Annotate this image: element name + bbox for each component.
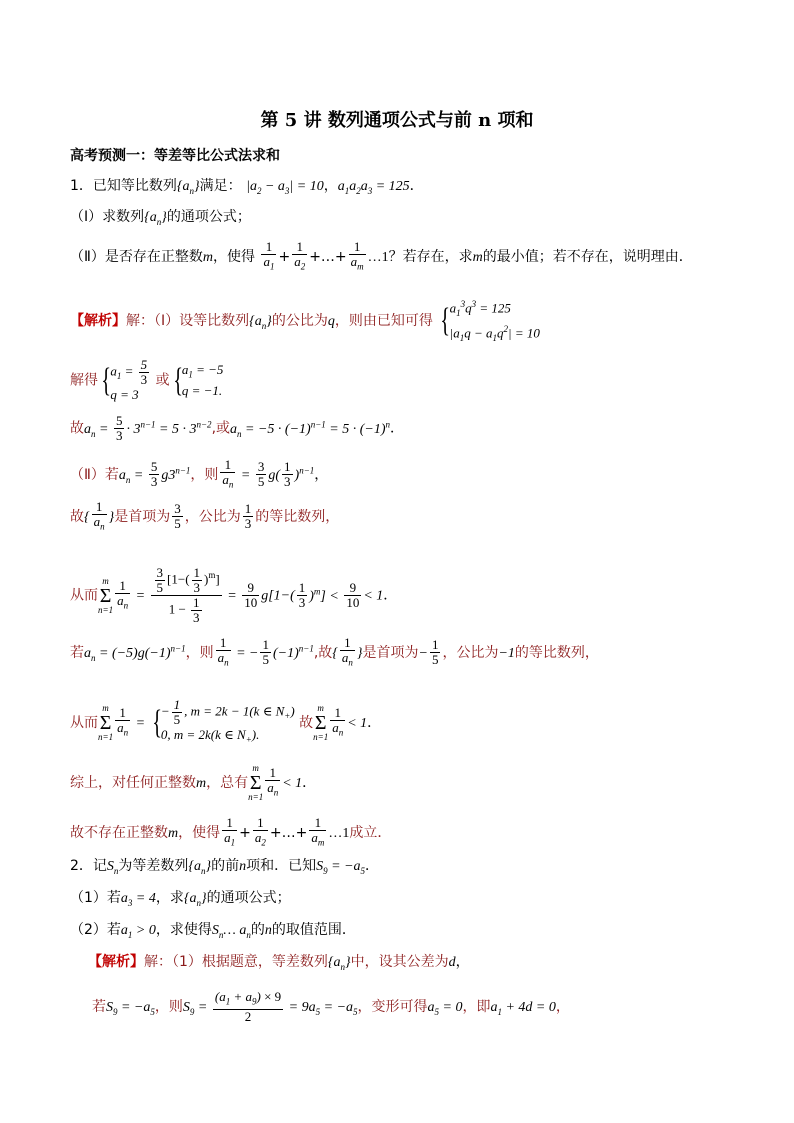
sol1-line6: 从而m Σ n=1 $\frac{1}{a_n}$ = $\frac{3}{5}$ [1−( $\frac{1}{3}$ )$^m$] 1 − $\frac{1}{3}$ = $\frac{9}{10}$ g[1−( $\frac{1}{3}$ )$^m$] < $\frac{9}{10}$ < 1． — [70, 565, 398, 625]
sol1-line5: 故{ $\frac{1}{a_n}$ }是首项为 $\frac{3}{5}$ ，公比为 $\frac{1}{3}$ 的等比数列， — [70, 499, 340, 532]
sol1-line7: 若$a_n = (-5)g(-1)^{n-1}$，则 $\frac{1}{a_n}$ = − $\frac{1}{5}$ $(-1)^{n-1}$,故{ $\frac{1}{a_n}$ }是首项为− $\frac{1}{5}$ ，公比为−1的等比数列， — [70, 635, 599, 668]
sol1-line1: 【解析】解：（Ⅰ）设等比数列$\{a_n\}$的公比为q，则由已知可得 { $a_1^3q^3 = 125$ $|a_1q - a_1q^2| = 10$ — [70, 299, 540, 343]
sol1-line2: 解得{ $a_1$ = $\frac{5}{3}$ q = 3 或{ $a_1 = -5$ q = −1. — [70, 357, 224, 402]
section-heading: 高考预测一：等差等比公式法求和 — [70, 148, 280, 164]
sol1-line3: 故$a_n$ = $\frac{5}{3}$ · $3^{n-1} = 5 \cdot 3^{n-2}$,或$a_n = -5 \cdot (-1)^{n-1} = 5 \cdot (-1)^n$． — [70, 413, 404, 444]
q2-part2: （2）若$a_1 > 0$，求使得$S_n\dots$ $a_n$的n的取值范围． — [70, 922, 356, 940]
q1-stem: 1．已知等比数列$\{a_n\}$满足： $|a_2 - a_3| = 10$，$a_1a_2a_3 = 125$． — [70, 178, 424, 196]
q2-part1: （1）若$a_3 = 4$，求$\{a_n\}$的通项公式； — [70, 890, 291, 908]
sol1-line8: 从而m Σ n=1 $\frac{1}{a_n}$ = { − $\frac{1}{5}$ , m = 2k − 1(k ∈ $N_+$) 0, m = 2k(k ∈ $N_+$). 故m Σ n=1 $\frac{1}{a_n}$ < 1． — [70, 697, 382, 745]
q1-part1: （Ⅰ）求数列$\{a_n\}$的通项公式； — [70, 209, 251, 227]
sol1-line9: 综上，对任何正整数m，总有m Σ n=1 $\frac{1}{a_n}$ < 1． — [70, 763, 317, 802]
sol1-line4: （Ⅱ）若$a_n$ = $\frac{5}{3}$ $g3^{n-1}$，则 $\frac{1}{a_n}$ = $\frac{3}{5}$ g( $\frac{1}{3}$ )$^{n-1}$， — [70, 457, 329, 490]
sol2-line1: 【解析】解：（1）根据题意，等差数列$\{a_n\}$中，设其公差为d， — [88, 954, 470, 972]
sol2-line2: 若$S_9 = -a_5$，则$S_9$ = $\frac{(a_1 + a_9) \times 9}{2}$ = $9a_5 = -a_5$，变形可得$a_5 = 0$，即$a_1 + 4d = 0$， — [92, 989, 570, 1024]
q1-part2: （Ⅱ）是否存在正整数m，使得 $\frac{1}{a_1}$ + $\frac{1}{a_2}$ +…+ $\frac{1}{a_m}$ …1？若存在，求m的最小值；若不存在，说明理由． — [70, 239, 693, 272]
sol1-line10: 故不存在正整数m，使得 $\frac{1}{a_1}$ + $\frac{1}{a_2}$ +…+ $\frac{1}{a_m}$ …1成立． — [70, 815, 392, 848]
page-title: 第 5 讲 数列通项公式与前 n 项和 — [260, 110, 534, 131]
q2-stem: 2．记$S_n$为等差数列$\{a_n\}$的前n项和．已知$S_9 = -a_5$． — [70, 858, 380, 876]
